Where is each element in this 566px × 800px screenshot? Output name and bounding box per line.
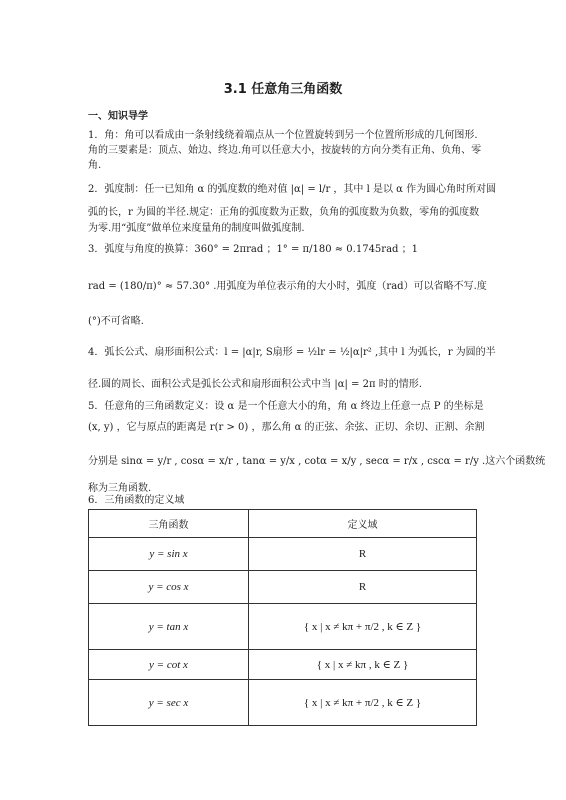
paragraph-line: 1．角：角可以看成由一条射线绕着端点从一个位置旋转到另一个位置所形成的几何图形. xyxy=(88,130,478,141)
paragraph-line: 弧的长，r 为圆的半径.规定：正角的弧度数为正数，负角的弧度数为负数，零角的弧度数 xyxy=(88,207,480,218)
function-cell: y = cos x xyxy=(89,571,249,604)
paragraph-line: 角. xyxy=(88,160,102,171)
table-header-row xyxy=(89,510,477,538)
page-title: 3.1 任意角三角函数 xyxy=(223,82,343,97)
domain-cell: { x | x ≠ kπ + π/2 , k ∈ Z } xyxy=(249,680,477,726)
domain-cell: R xyxy=(249,571,477,604)
section-heading: 一、知识导学 xyxy=(88,111,148,122)
paragraph-line: 6．三角函数的定义域 xyxy=(88,495,185,506)
domain-table xyxy=(88,509,477,726)
paragraph-line: (x, y) ，它与原点的距离是 r(r > 0) ，那么角 α 的正弦、余弦、正切、余切、正割、余割 xyxy=(88,422,485,433)
domain-cell: R xyxy=(249,538,477,571)
function-cell: y = sin x xyxy=(89,538,249,571)
function-cell: y = cot x xyxy=(89,650,249,680)
paragraph-line: 角的三要素是：顶点、始边、终边.角可以任意大小，按旋转的方向分类有正角、负角、零 xyxy=(88,145,482,156)
table-row xyxy=(89,680,477,726)
paragraph-line: 称为三角函数. xyxy=(88,483,152,494)
paragraph-line: 2．弧度制：任一已知角 α 的弧度数的绝对值 |α| = l/r ，其中 l 是以 α 作为圆心角时所对圆 xyxy=(88,184,497,195)
paragraph-line: 径.圆的周长、面积公式是弧长公式和扇形面积公式中当 |α| = 2π 时的情形. xyxy=(88,379,422,390)
function-cell: y = tan x xyxy=(89,604,249,650)
paragraph-line: 5．任意角的三角函数定义：设 α 是一个任意大小的角，角 α 终边上任意一点 P 的坐标是 xyxy=(88,401,484,412)
paragraph-line: 分别是 sinα = y/r , cosα = x/r , tanα = y/x , cotα = x/y , secα = r/x , cscα = r/y .这六个函数统 xyxy=(88,456,546,467)
domain-cell: { x | x ≠ kπ , k ∈ Z } xyxy=(249,650,477,680)
table-header-cell: 定义域 xyxy=(249,510,477,538)
paragraph-line: 4．弧长公式、扇形面积公式：l = |α|r, S扇形 = ½lr = ½|α|r² ,其中 l 为弧长，r 为圆的半 xyxy=(88,347,496,358)
paragraph-line: rad = (180/π)° ≈ 57.30° .用弧度为单位表示角的大小时，弧度（rad）可以省略不写.度 xyxy=(88,281,487,292)
table-row xyxy=(89,571,477,604)
paragraph-line: 为零.用“弧度”做单位来度量角的制度叫做弧度制. xyxy=(88,223,305,234)
table-row xyxy=(89,538,477,571)
table-row xyxy=(89,604,477,650)
function-cell: y = sec x xyxy=(89,680,249,726)
table-row xyxy=(89,650,477,680)
paragraph-line: (°)不可省略. xyxy=(88,316,144,327)
domain-cell: { x | x ≠ kπ + π/2 , k ∈ Z } xyxy=(249,604,477,650)
table-header-cell: 三角函数 xyxy=(89,510,249,538)
paragraph-line: 3．弧度与角度的换算：360° = 2πrad ；1° = π/180 ≈ 0.1745rad ；1 xyxy=(88,244,418,255)
